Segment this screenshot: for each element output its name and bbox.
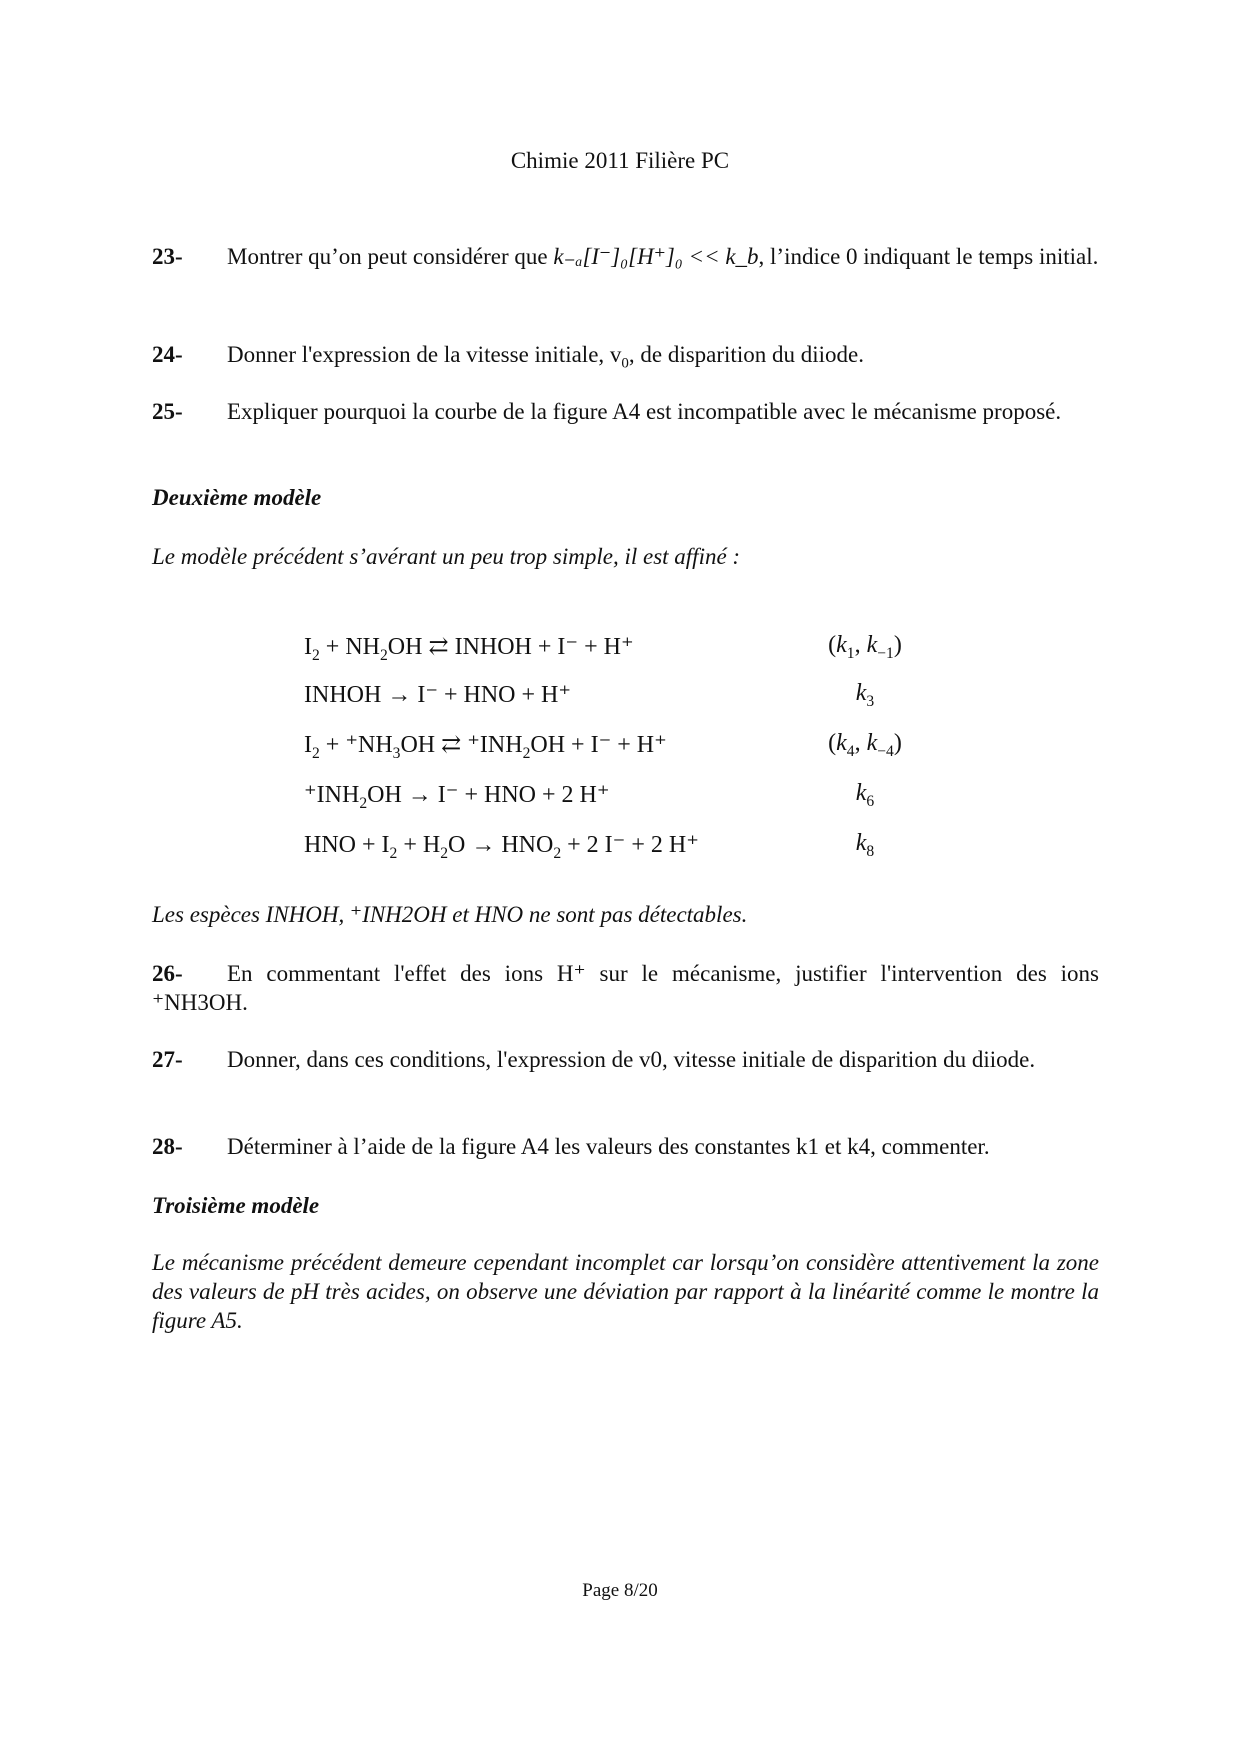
question-number: 28- xyxy=(152,1134,183,1159)
q26-text: En commentant l'effet des ions H⁺ sur le mécanisme, justifier l'intervention des ions ⁺NH3OH. xyxy=(152,961,1099,1015)
question-number: 26- xyxy=(152,961,183,986)
equation-3: $I_2 + ^+NH_3OH$ ⇄ $^+INH_2OH + I^- + H^+$ xyxy=(304,732,667,762)
question-number: 27- xyxy=(152,1047,183,1072)
constant-3: ($k_4$, $k_{-4}$) xyxy=(828,730,902,760)
constant-5: $k_8$ xyxy=(855,830,875,860)
q23-formula: k₋ₐ[I⁻]₀[H⁺]₀ << k_b xyxy=(553,244,759,269)
question-number: 24- xyxy=(152,342,183,367)
q23-text-b: , l’indice 0 indiquant le temps initial. xyxy=(758,244,1099,269)
constant-2: $k_3$ xyxy=(855,680,875,710)
q25-text: Expliquer pourquoi la courbe de la figure A4 est incompatible avec le mécanisme proposé. xyxy=(227,399,1062,424)
q27-text: Donner, dans ces conditions, l'expression de v0, vitesse initiale de disparition du diiode. xyxy=(227,1047,1036,1072)
equation-2: INHOH → I⁻ + HNO + H⁺ xyxy=(304,682,572,708)
q28-text: Déterminer à l’aide de la figure A4 les valeurs des constantes k1 et k4, commenter. xyxy=(227,1134,990,1159)
note: Les espèces INHOH, ⁺INH2OH et HNO ne sont pas détectables. xyxy=(152,902,748,927)
constant-1: ($k_1$, $k_{-1}$) xyxy=(828,632,902,662)
question-25 xyxy=(152,397,1099,426)
q24-sub: 0 xyxy=(621,355,629,372)
equation-4: $^+INH_2OH \to I^-$ + HNO + 2 H⁺ xyxy=(304,782,610,812)
question-26 xyxy=(152,959,1099,1017)
q24-text: Donner l'expression de la vitesse initiale, v xyxy=(227,342,622,367)
equation-1: $I_2 + NH_2OH$ ⇄ INHOH + I⁻ + H⁺ xyxy=(304,634,634,664)
section-title-3: Troisième modèle xyxy=(152,1193,320,1218)
question-28 xyxy=(152,1132,1099,1161)
constant-4: $k_6$ xyxy=(855,780,875,810)
question-24 xyxy=(152,340,1099,379)
page-footer: Page 8/20 xyxy=(582,1580,658,1601)
section-intro-2: Le modèle précédent s’avérant un peu trop simple, il est affiné : xyxy=(152,544,741,569)
equation-5: HNO + $I_2 + H_2O \to HNO_2 + 2$ I⁻ + 2 H⁺ xyxy=(304,832,699,862)
q24-text-b: , de disparition du diiode. xyxy=(628,342,864,367)
question-27 xyxy=(152,1045,1099,1074)
section-title-2: Deuxième modèle xyxy=(152,485,322,510)
section-text-3: Le mécanisme précédent demeure cependant incomplet car lorsqu’on considère attentivement la zone des valeurs de pH très acides, on observe une déviation par rapport à la linéarité comme le montre la figure A5. xyxy=(152,1250,1099,1333)
question-number: 25- xyxy=(152,399,183,424)
question-23 xyxy=(152,242,1099,271)
question-number: 23- xyxy=(152,244,183,269)
q23-text: Montrer qu’on peut considérer que xyxy=(227,244,548,269)
page-header: Chimie 2011 Filière PC xyxy=(510,148,730,173)
